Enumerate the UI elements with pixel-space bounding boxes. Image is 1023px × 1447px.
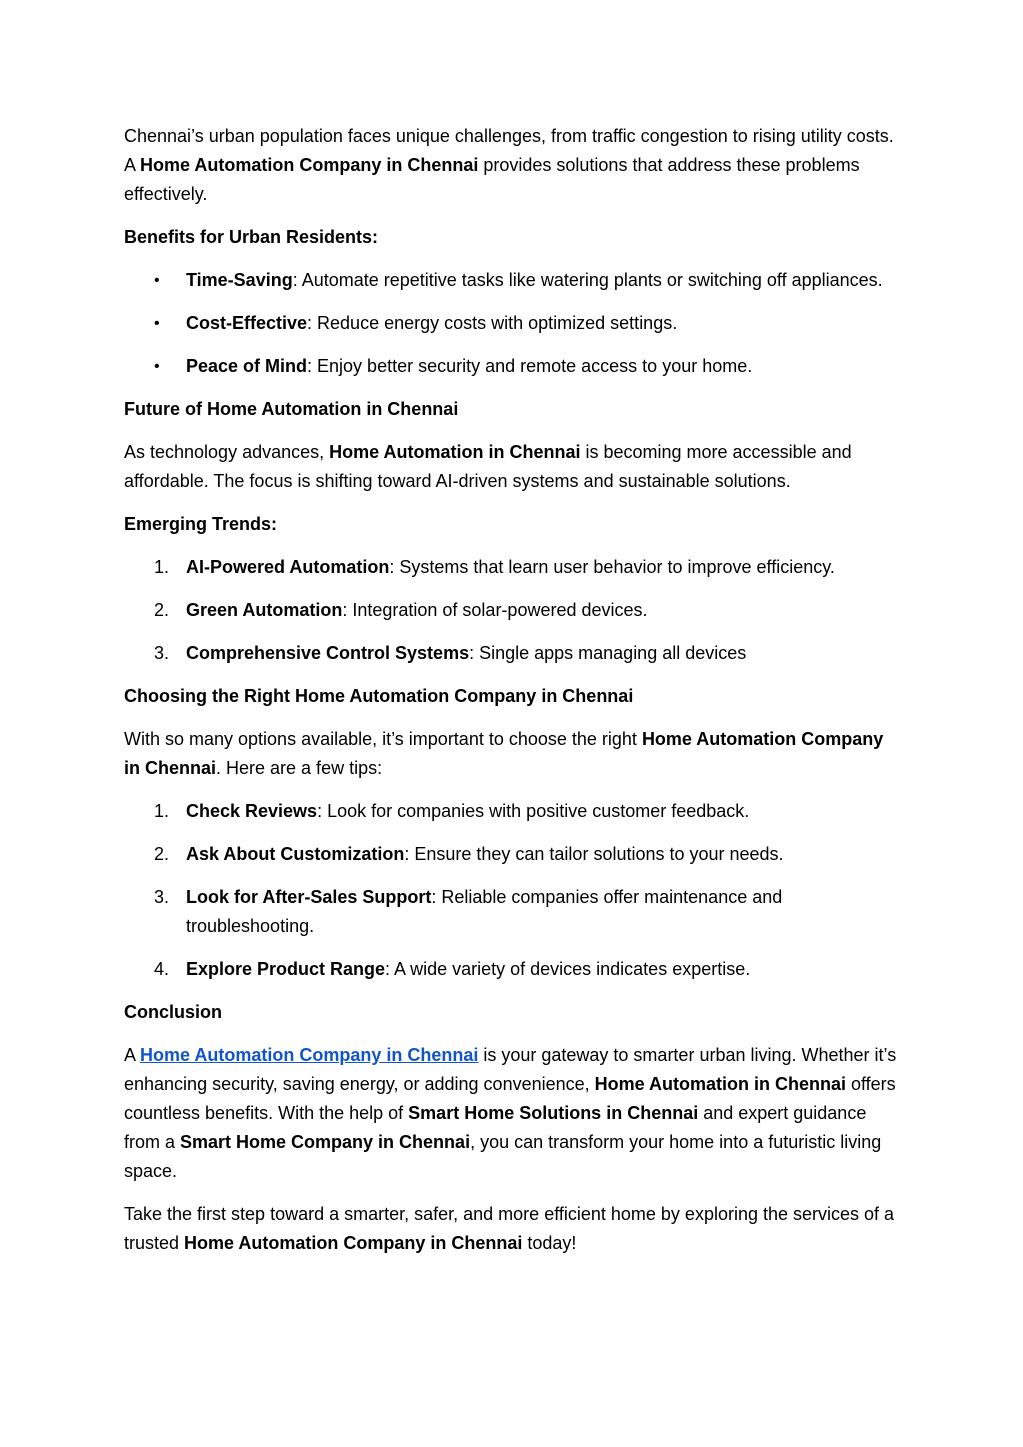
item-text: : Ensure they can tailor solutions to your needs. [404,844,784,864]
future-text-2: is becoming more accessible and affordable. The focus is shifting toward AI-driven systems and sustainable solutions. [124,442,852,491]
conclusion-text-5: , you can transform your home into a futuristic living space. [124,1132,882,1181]
closing-text-1: Take the first step toward a smarter, safer, and more efficient home by exploring the services of a trusted [124,1204,895,1253]
choosing-heading: Choosing the Right Home Automation Company in Chennai [124,686,634,706]
list-item [124,840,904,869]
choosing-bold-keyword: Home Automation Company in Chennai [124,729,884,778]
item-title: AI-Powered Automation [186,557,390,577]
closing-text-2: today! [522,1233,577,1253]
item-title: Cost-Effective [186,313,308,333]
choosing-text-2: . Here are a few tips: [216,758,383,778]
item-text: : Systems that learn user behavior to improve efficiency. [389,557,835,577]
item-text: : Enjoy better security and remote access to your home. [307,356,753,376]
list-item [124,797,904,826]
list-number: 2. [154,600,170,620]
item-text: : Look for companies with positive customer feedback. [317,801,750,821]
item-title: Green Automation [186,600,343,620]
list-item [124,266,904,295]
future-heading: Future of Home Automation in Chennai [124,399,459,419]
document-page [124,122,904,1272]
item-title: Comprehensive Control Systems [186,643,470,663]
list-number: 3. [154,643,170,663]
item-title: Ask About Customization [186,844,405,864]
list-number: 1. [154,557,170,577]
intro-text-2: provides solutions that address these problems effectively. [124,155,860,204]
list-item [124,309,904,338]
intro-text-1: Chennai’s urban population faces unique challenges, from traffic congestion to rising utility costs. A [124,126,894,175]
list-item [124,639,904,668]
tips-list [124,797,904,984]
item-text: : Reliable companies offer maintenance and troubleshooting. [186,887,783,936]
item-text: : A wide variety of devices indicates expertise. [385,959,751,979]
conclusion-bold-3: Smart Home Company in Chennai [180,1132,471,1152]
conclusion-text-3: offers countless benefits. With the help of [124,1074,896,1123]
trends-heading: Emerging Trends: [124,514,278,534]
trends-list [124,553,904,668]
conclusion-bold-2: Smart Home Solutions in Chennai [408,1103,699,1123]
bullet-icon: • [154,272,160,289]
list-item [124,883,904,941]
benefits-heading: Benefits for Urban Residents: [124,227,379,247]
choosing-text-1: With so many options available, it’s important to choose the right [124,729,642,749]
future-bold-keyword: Home Automation in Chennai [329,442,581,462]
item-title: Look for After-Sales Support [186,887,432,907]
bullet-icon: • [154,358,160,375]
item-text: : Integration of solar-powered devices. [342,600,648,620]
company-link[interactable]: Home Automation Company in Chennai [140,1045,479,1065]
intro-bold-keyword: Home Automation Company in Chennai [140,155,479,175]
bullet-icon: • [154,315,160,332]
item-text: : Automate repetitive tasks like watering plants or switching off appliances. [292,270,883,290]
conclusion-text-2: is your gateway to smarter urban living. Whether it’s enhancing security, saving energy, or adding convenience, [124,1045,897,1094]
list-item [124,352,904,381]
item-title: Check Reviews [186,801,318,821]
item-title: Explore Product Range [186,959,386,979]
choosing-paragraph [124,725,904,783]
conclusion-bold-1: Home Automation in Chennai [594,1074,846,1094]
item-text: : Single apps managing all devices [469,643,747,663]
list-number: 3. [154,887,170,907]
list-item [124,553,904,582]
benefits-list [124,266,904,381]
list-number: 2. [154,844,170,864]
conclusion-heading: Conclusion [124,1002,222,1022]
list-number: 4. [154,959,170,979]
list-number: 1. [154,801,170,821]
list-item [124,955,904,984]
conclusion-text-1: A [124,1045,141,1065]
item-text: : Reduce energy costs with optimized settings. [307,313,678,333]
future-paragraph [124,438,904,496]
intro-paragraph [124,122,904,209]
item-title: Time-Saving [186,270,293,290]
list-item [124,596,904,625]
closing-bold-keyword: Home Automation Company in Chennai [184,1233,523,1253]
conclusion-paragraph [124,1041,904,1186]
closing-paragraph [124,1200,904,1258]
future-text-1: As technology advances, [124,442,330,462]
item-title: Peace of Mind [186,356,308,376]
conclusion-text-4: and expert guidance from a [124,1103,867,1152]
